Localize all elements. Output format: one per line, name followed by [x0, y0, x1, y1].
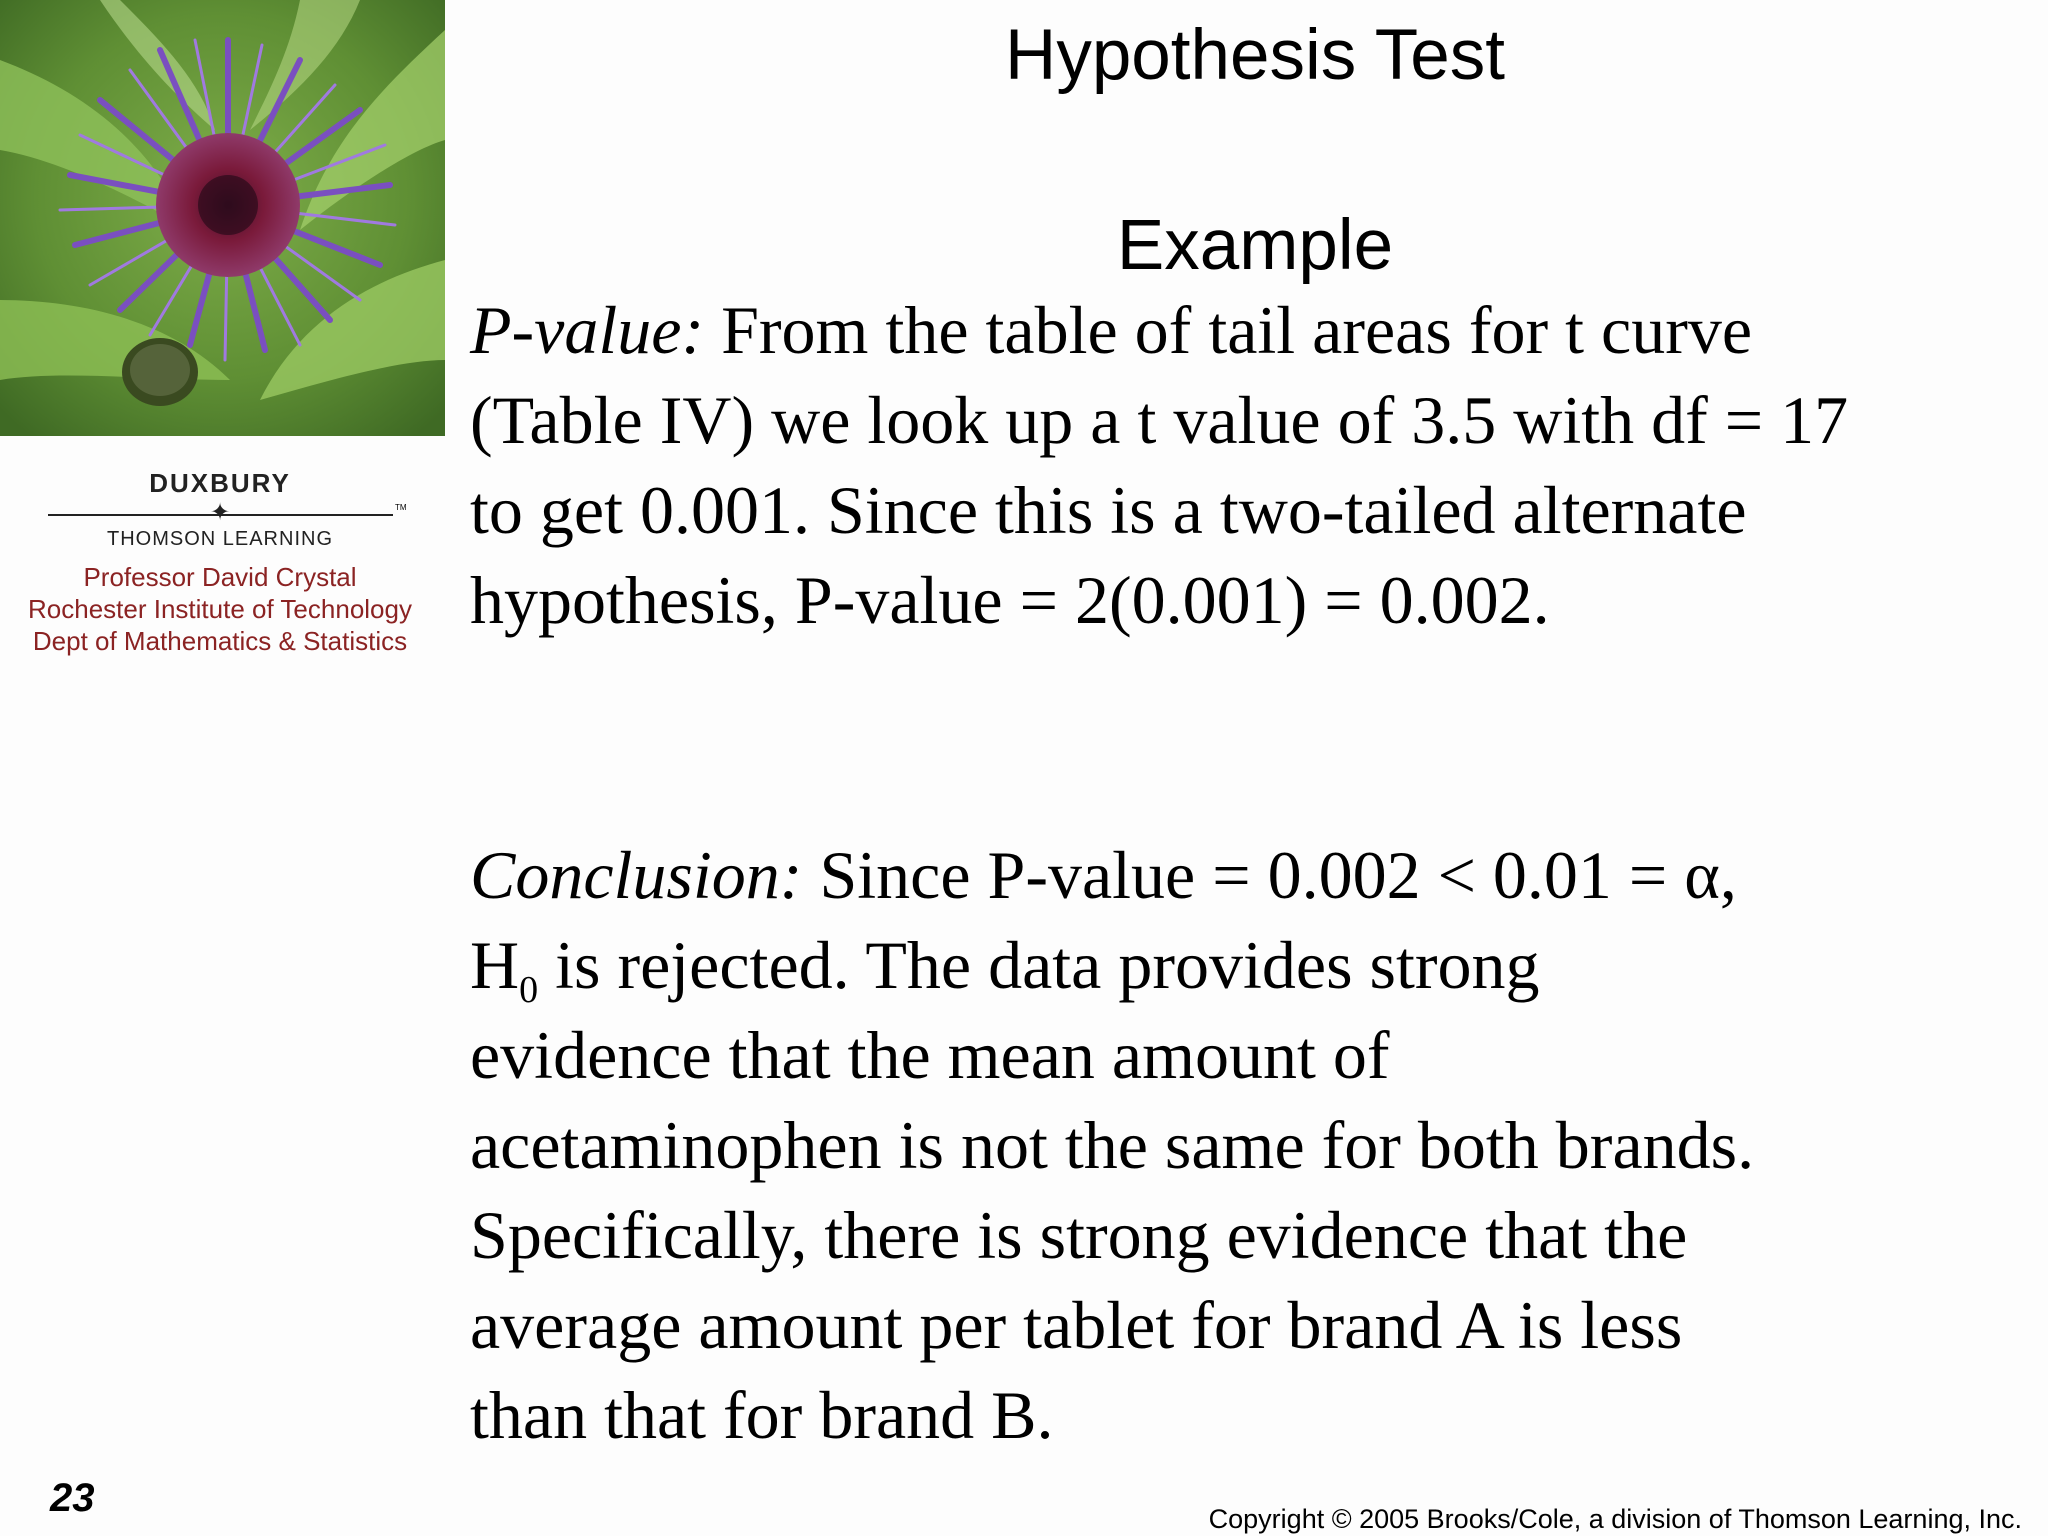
pvalue-paragraph [470, 285, 2030, 645]
conclusion-paragraph [470, 830, 2030, 1460]
conclusion-line: Specifically, there is strong evidence that the [470, 1197, 1688, 1273]
flower-image [0, 0, 445, 436]
star-icon: ✦ [209, 500, 231, 526]
pvalue-line: to get 0.001. Since this is a two-tailed alternate [470, 472, 1747, 548]
professor-line: Professor David Crystal [83, 562, 357, 592]
publisher-name: DUXBURY [149, 468, 291, 498]
copyright-notice: Copyright © 2005 Brooks/Cole, a division of Thomson Learning, Inc. [1208, 1504, 2022, 1534]
professor-credit [0, 561, 440, 657]
publisher-logo-block [0, 468, 440, 688]
pvalue-line: (Table IV) we look up a t value of 3.5 with df = 17 [470, 382, 1849, 458]
null-hypothesis-subscript: 0 [519, 969, 539, 1011]
conclusion-line: evidence that the mean amount of [470, 1017, 1390, 1093]
slide-subtitle: Example [1116, 206, 1394, 285]
professor-line: Rochester Institute of Technology [28, 594, 412, 624]
publisher-subtitle: THOMSON LEARNING [106, 528, 334, 547]
conclusion-text: Since P-value = 0.002 < 0.01 = α, [802, 837, 1737, 913]
conclusion-line: acetaminophen is not the same for both brands. [470, 1107, 1755, 1183]
trademark-mark: TM [394, 503, 407, 512]
null-hypothesis-symbol: H [470, 927, 520, 1003]
conclusion-line: than that for brand B. [470, 1377, 1054, 1453]
conclusion-line [470, 920, 2030, 1010]
slide-number: 23 [50, 1476, 95, 1520]
conclusion-line: average amount per tablet for brand A is less [470, 1287, 1683, 1363]
pvalue-label: P-value: [470, 292, 705, 368]
pvalue-line [470, 285, 2030, 375]
professor-line: Dept of Mathematics & Statistics [32, 626, 408, 656]
pvalue-text: From the table of tail areas for t curve [704, 292, 1753, 368]
pvalue-line: hypothesis, P-value = 2(0.001) = 0.002. [470, 562, 1550, 638]
publisher-rule [48, 500, 407, 527]
conclusion-line [470, 830, 2030, 920]
conclusion-label: Conclusion: [470, 837, 803, 913]
slide-title: Hypothesis Test [1005, 16, 1505, 95]
conclusion-text: is rejected. The data provides strong [538, 927, 1540, 1003]
